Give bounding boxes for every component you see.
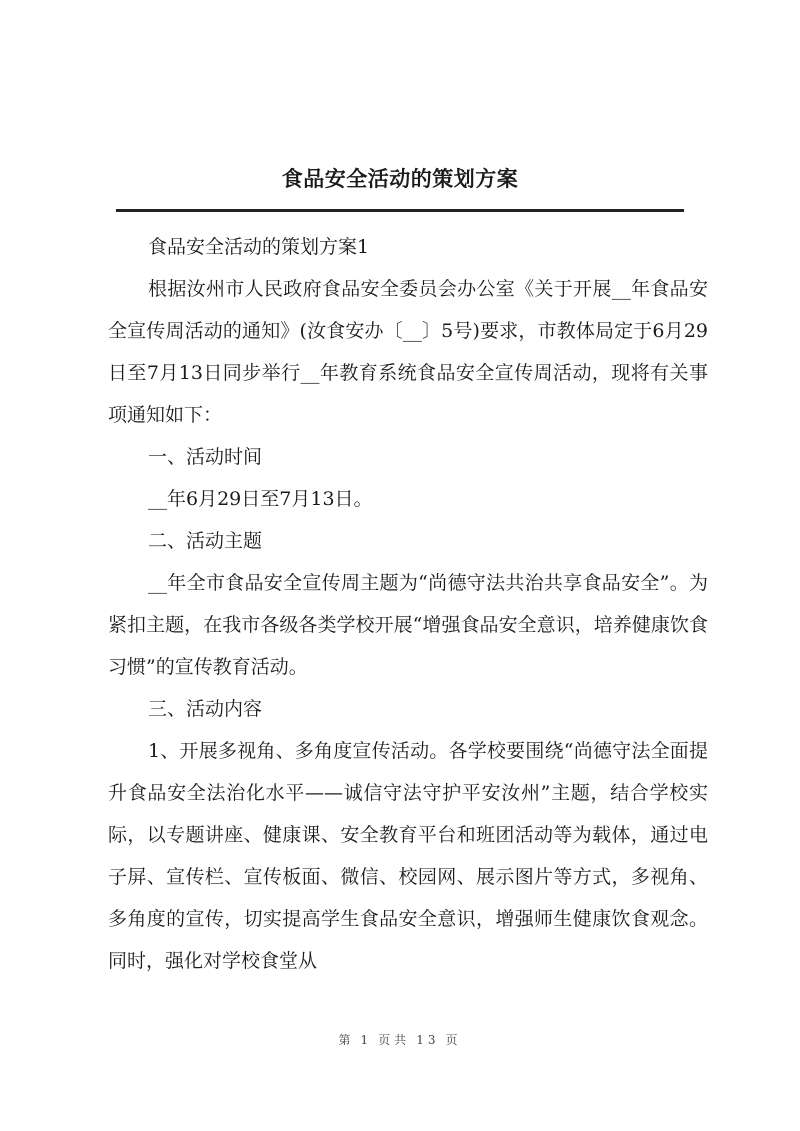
subtitle-paragraph: 食品安全活动的策划方案1 xyxy=(148,236,370,258)
time-paragraph: __年6月29日至7月13日。 xyxy=(148,488,373,510)
document-body xyxy=(108,226,708,982)
total-pages-number: 13 xyxy=(416,1033,440,1047)
page-label-mid: 页共 xyxy=(378,1033,411,1047)
title-underline-rule xyxy=(116,209,684,212)
current-page-number: 1 xyxy=(360,1033,373,1047)
section-heading-theme: 二、活动主题 xyxy=(148,530,263,552)
document-title: 食品安全活动的策划方案 xyxy=(281,167,519,191)
page-footer xyxy=(0,1031,800,1048)
page-label-suffix: 页 xyxy=(445,1033,462,1047)
theme-paragraph: __年全市食品安全宣传周主题为“尚德守法共治共享食品安全”。为紧扣主题，在我市各级各类学校开展“增强食品安全意识，培养健康饮食习惯”的宣传教育活动。 xyxy=(108,572,708,678)
intro-paragraph: 根据汝州市人民政府食品安全委员会办公室《关于开展__年食品安全宣传周活动的通知》(汝食安办〔__〕5号)要求，市教体局定于6月29日至7月13日同步举行__年教育系统食品安全宣传周活动，现将有关事项通知如下： xyxy=(108,278,708,426)
content-paragraph: 1、开展多视角、多角度宣传活动。各学校要围绕“尚德守法全面提升食品安全法治化水平——诚信守法守护平安汝州”主题，结合学校实际，以专题讲座、健康课、安全教育平台和班团活动等为载体，通过电子屏、宣传栏、宣传板面、微信、校园网、展示图片等方式，多视角、多角度的宣传，切实提高学生食品安全意识，增强师生健康饮食观念。同时，强化对学校食堂从 xyxy=(108,740,708,972)
section-heading-content: 三、活动内容 xyxy=(148,698,263,720)
section-heading-time: 一、活动时间 xyxy=(148,446,263,468)
page-label-prefix: 第 xyxy=(338,1033,355,1047)
